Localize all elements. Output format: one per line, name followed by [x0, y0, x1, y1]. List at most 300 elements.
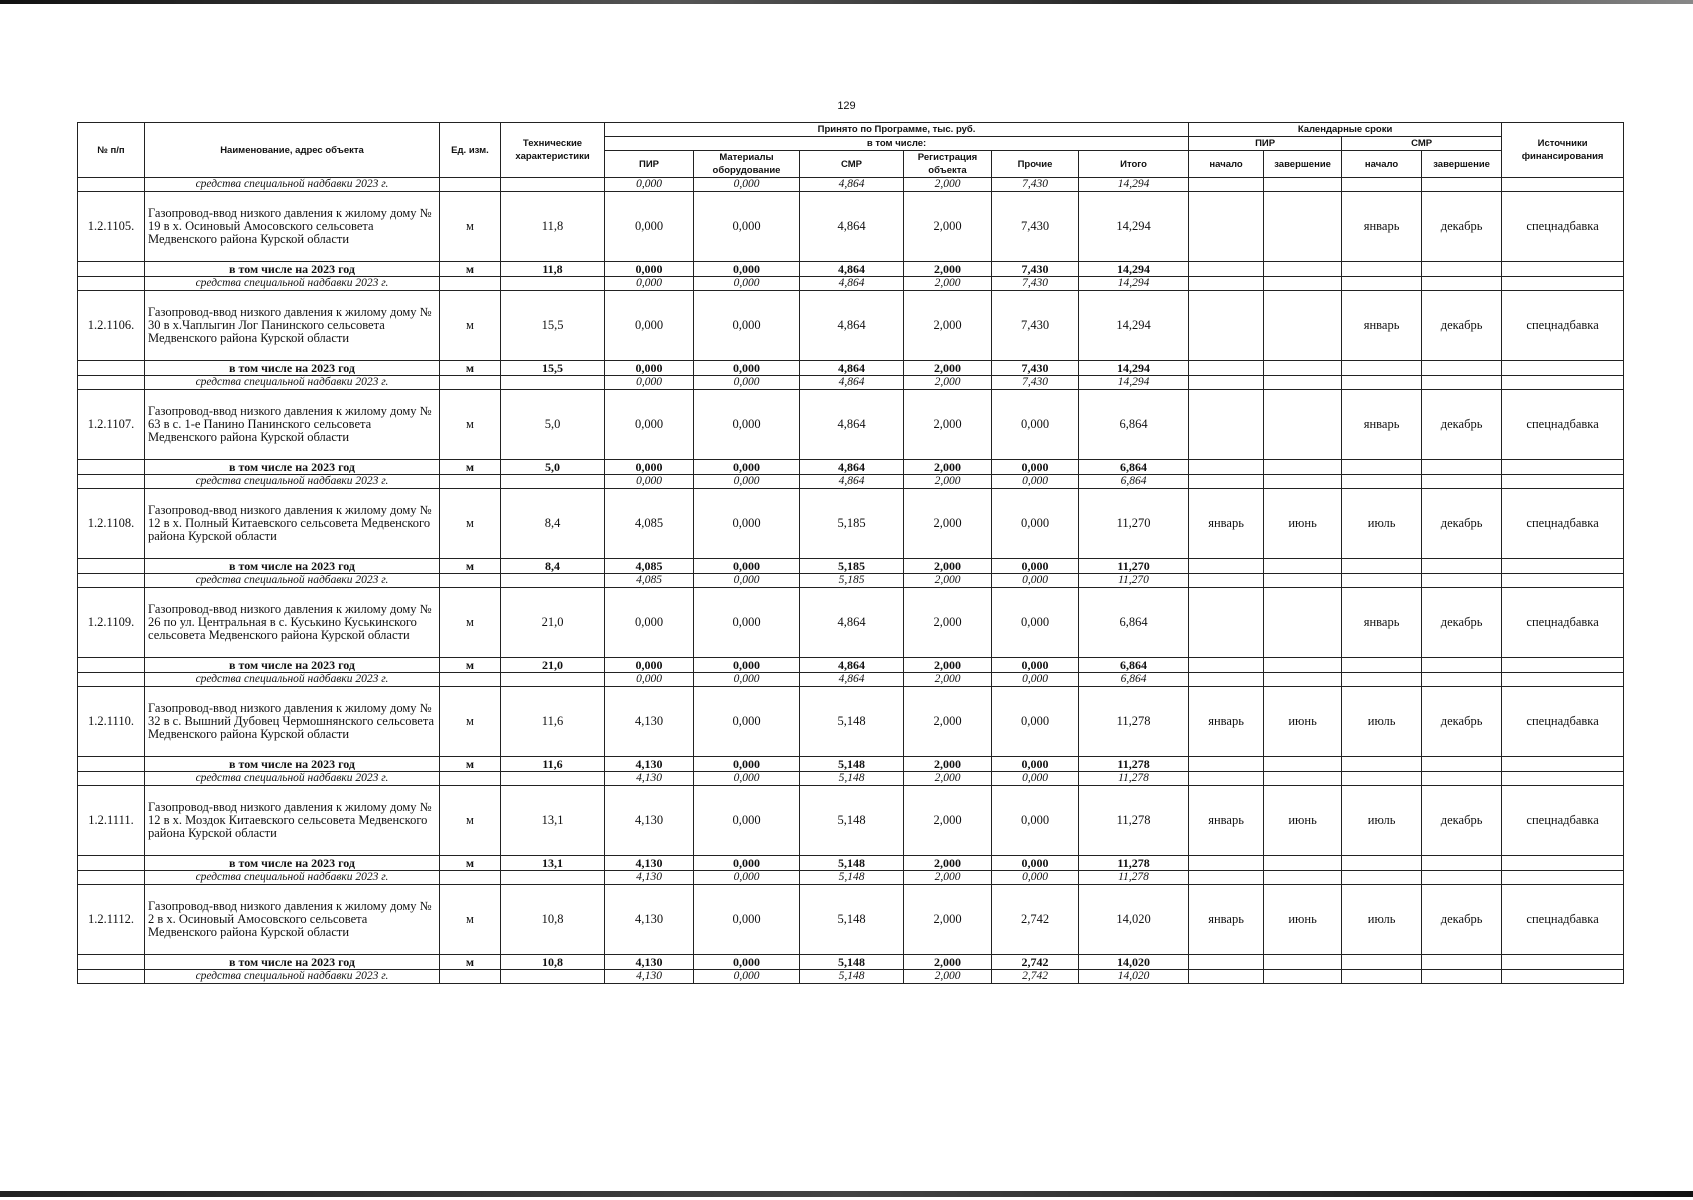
cell-unit: м	[440, 361, 501, 376]
cell-pir-start: январь	[1189, 687, 1264, 757]
cell-pir-end	[1264, 390, 1342, 460]
cell-materials: 0,000	[694, 772, 800, 786]
cell-pir-end	[1264, 291, 1342, 361]
cell-smr-start: июль	[1342, 786, 1422, 856]
cell-unit: м	[440, 262, 501, 277]
table-row-subtotal	[78, 262, 1624, 277]
table-row-source	[78, 970, 1624, 984]
cell-registration: 2,000	[904, 475, 992, 489]
cell-smr: 5,148	[800, 757, 904, 772]
cell-other: 0,000	[992, 772, 1079, 786]
cell-pir-start	[1189, 588, 1264, 658]
cell-unit: м	[440, 687, 501, 757]
cell-total: 6,864	[1079, 673, 1189, 687]
cell-tech: 10,8	[501, 955, 605, 970]
cell-pir-start: январь	[1189, 885, 1264, 955]
header-materials: Материалы оборудование	[694, 151, 800, 178]
row-subtotal-label: в том числе на 2023 год	[145, 658, 440, 673]
cell-total: 11,278	[1079, 757, 1189, 772]
cell-other: 7,430	[992, 262, 1079, 277]
table-row-source	[78, 673, 1624, 687]
cell-smr: 5,148	[800, 786, 904, 856]
cell-smr: 5,185	[800, 559, 904, 574]
cell-object-name: Газопровод-ввод низкого давления к жилому дому № 26 по ул. Центральная в с. Куськино Куськинского сельсовета Медвенского района Курской области	[145, 588, 440, 658]
cell-unit: м	[440, 588, 501, 658]
cell-registration: 2,000	[904, 376, 992, 390]
cell-total: 11,270	[1079, 559, 1189, 574]
cell-materials: 0,000	[694, 277, 800, 291]
cell-registration: 2,000	[904, 574, 992, 588]
cell-total: 14,294	[1079, 361, 1189, 376]
cell-other: 0,000	[992, 856, 1079, 871]
cell-registration: 2,000	[904, 856, 992, 871]
cell-total: 14,020	[1079, 970, 1189, 984]
page-number: 129	[837, 100, 856, 112]
cell-other: 0,000	[992, 757, 1079, 772]
cell-registration: 2,000	[904, 277, 992, 291]
header-total: Итого	[1079, 151, 1189, 178]
cell-materials: 0,000	[694, 673, 800, 687]
cell-total: 14,020	[1079, 955, 1189, 970]
cell-num: 1.2.1108.	[78, 489, 145, 559]
table-row	[78, 192, 1624, 262]
cell-other: 0,000	[992, 588, 1079, 658]
cell-pir-start: январь	[1189, 786, 1264, 856]
cell-registration: 2,000	[904, 489, 992, 559]
cell-tech: 15,5	[501, 361, 605, 376]
cell-smr: 4,864	[800, 192, 904, 262]
cell-materials: 0,000	[694, 757, 800, 772]
cell-pir: 4,085	[605, 574, 694, 588]
cell-pir: 0,000	[605, 376, 694, 390]
cell-pir-end: июнь	[1264, 885, 1342, 955]
cell-total: 11,278	[1079, 687, 1189, 757]
cell-unit: м	[440, 291, 501, 361]
header-other: Прочие	[992, 151, 1079, 178]
cell-unit: м	[440, 489, 501, 559]
cell-registration: 2,000	[904, 970, 992, 984]
table-row	[78, 390, 1624, 460]
cell-materials: 0,000	[694, 178, 800, 192]
cell-num: 1.2.1111.	[78, 786, 145, 856]
table-row	[78, 786, 1624, 856]
row-source-label: средства специальной надбавки 2023 г.	[145, 376, 440, 390]
header-calendar: Календарные сроки	[1189, 123, 1502, 137]
cell-object-name: Газопровод-ввод низкого давления к жилому дому № 30 в х.Чаплыгин Лог Панинского сельсовета Медвенского района Курской области	[145, 291, 440, 361]
program-table	[77, 122, 1624, 984]
table-row-subtotal	[78, 856, 1624, 871]
cell-other: 0,000	[992, 390, 1079, 460]
cell-other: 7,430	[992, 376, 1079, 390]
cell-total: 14,294	[1079, 376, 1189, 390]
cell-total: 14,020	[1079, 885, 1189, 955]
cell-tech: 11,6	[501, 757, 605, 772]
cell-other: 2,742	[992, 885, 1079, 955]
cell-pir: 4,085	[605, 489, 694, 559]
cell-pir: 4,130	[605, 970, 694, 984]
cell-other: 2,742	[992, 970, 1079, 984]
cell-total: 11,270	[1079, 574, 1189, 588]
scan-edge-bottom	[0, 1191, 1693, 1197]
cell-total: 14,294	[1079, 192, 1189, 262]
table-row	[78, 291, 1624, 361]
cell-pir: 4,130	[605, 687, 694, 757]
cell-other: 0,000	[992, 460, 1079, 475]
table-row-source	[78, 574, 1624, 588]
cell-materials: 0,000	[694, 658, 800, 673]
cell-registration: 2,000	[904, 871, 992, 885]
table-row-source	[78, 772, 1624, 786]
cell-smr-end: декабрь	[1422, 786, 1502, 856]
cell-other: 0,000	[992, 574, 1079, 588]
cell-other: 2,742	[992, 955, 1079, 970]
cell-smr-end: декабрь	[1422, 885, 1502, 955]
cell-pir: 4,130	[605, 786, 694, 856]
cell-smr: 4,864	[800, 361, 904, 376]
cell-pir: 0,000	[605, 277, 694, 291]
row-source-label: средства специальной надбавки 2023 г.	[145, 970, 440, 984]
cell-object-name: Газопровод-ввод низкого давления к жилому дому № 2 в х. Осиновый Амосовского сельсовета Медвенского района Курской области	[145, 885, 440, 955]
cell-smr-start: январь	[1342, 588, 1422, 658]
cell-smr: 5,148	[800, 687, 904, 757]
header-pir-start: начало	[1189, 151, 1264, 178]
cell-registration: 2,000	[904, 885, 992, 955]
table-row-source	[78, 277, 1624, 291]
cell-pir: 0,000	[605, 475, 694, 489]
cell-tech: 5,0	[501, 460, 605, 475]
cell-pir: 4,130	[605, 871, 694, 885]
cell-smr: 4,864	[800, 178, 904, 192]
cell-smr: 4,864	[800, 673, 904, 687]
header-name: Наименование, адрес объекта	[145, 123, 440, 178]
cell-smr-end: декабрь	[1422, 489, 1502, 559]
cell-object-name: Газопровод-ввод низкого давления к жилому дому № 19 в х. Осиновый Амосовского сельсовета Медвенского района Курской области	[145, 192, 440, 262]
cell-pir-start	[1189, 291, 1264, 361]
cell-unit: м	[440, 955, 501, 970]
cell-unit: м	[440, 460, 501, 475]
row-source-label: средства специальной надбавки 2023 г.	[145, 673, 440, 687]
row-source-label: средства специальной надбавки 2023 г.	[145, 178, 440, 192]
cell-smr-end: декабрь	[1422, 588, 1502, 658]
cell-total: 11,278	[1079, 871, 1189, 885]
header-accepted: Принято по Программе, тыс. руб.	[605, 123, 1189, 137]
cell-smr: 5,148	[800, 955, 904, 970]
cell-pir: 4,130	[605, 856, 694, 871]
cell-tech: 15,5	[501, 291, 605, 361]
cell-registration: 2,000	[904, 291, 992, 361]
cell-smr-end: декабрь	[1422, 291, 1502, 361]
table-row-source	[78, 376, 1624, 390]
cell-tech: 13,1	[501, 856, 605, 871]
cell-other: 0,000	[992, 871, 1079, 885]
cell-materials: 0,000	[694, 588, 800, 658]
cell-pir-end	[1264, 588, 1342, 658]
cell-pir: 4,130	[605, 955, 694, 970]
cell-total: 6,864	[1079, 390, 1189, 460]
header-sources: Источники финансирования	[1502, 123, 1624, 178]
table-row-subtotal	[78, 559, 1624, 574]
cell-total: 11,278	[1079, 856, 1189, 871]
cell-materials: 0,000	[694, 885, 800, 955]
cell-pir: 0,000	[605, 262, 694, 277]
row-subtotal-label: в том числе на 2023 год	[145, 559, 440, 574]
cell-registration: 2,000	[904, 786, 992, 856]
cell-tech: 21,0	[501, 658, 605, 673]
cell-other: 0,000	[992, 475, 1079, 489]
cell-materials: 0,000	[694, 970, 800, 984]
cell-materials: 0,000	[694, 871, 800, 885]
cell-tech: 5,0	[501, 390, 605, 460]
header-cal-smr: СМР	[1342, 137, 1502, 151]
row-source-label: средства специальной надбавки 2023 г.	[145, 871, 440, 885]
cell-pir: 0,000	[605, 361, 694, 376]
cell-object-name: Газопровод-ввод низкого давления к жилому дому № 12 в х. Полный Китаевского сельсовета Медвенского района Курской области	[145, 489, 440, 559]
cell-materials: 0,000	[694, 786, 800, 856]
cell-smr: 4,864	[800, 460, 904, 475]
cell-total: 14,294	[1079, 178, 1189, 192]
cell-materials: 0,000	[694, 291, 800, 361]
table-row	[78, 588, 1624, 658]
header-num: № п/п	[78, 123, 145, 178]
cell-num: 1.2.1112.	[78, 885, 145, 955]
table-row-subtotal	[78, 757, 1624, 772]
cell-tech: 8,4	[501, 559, 605, 574]
cell-materials: 0,000	[694, 192, 800, 262]
cell-unit: м	[440, 757, 501, 772]
row-source-label: средства специальной надбавки 2023 г.	[145, 277, 440, 291]
cell-total: 11,278	[1079, 772, 1189, 786]
cell-materials: 0,000	[694, 475, 800, 489]
cell-unit: м	[440, 390, 501, 460]
cell-smr: 4,864	[800, 376, 904, 390]
cell-source: спецнадбавка	[1502, 687, 1624, 757]
header-pir: ПИР	[605, 151, 694, 178]
cell-source: спецнадбавка	[1502, 588, 1624, 658]
cell-smr: 4,864	[800, 588, 904, 658]
cell-total: 14,294	[1079, 291, 1189, 361]
cell-smr: 4,864	[800, 262, 904, 277]
cell-registration: 2,000	[904, 658, 992, 673]
cell-object-name: Газопровод-ввод низкого давления к жилому дому № 12 в х. Моздок Китаевского сельсовета Медвенского района Курской области	[145, 786, 440, 856]
cell-registration: 2,000	[904, 673, 992, 687]
cell-tech: 21,0	[501, 588, 605, 658]
row-subtotal-label: в том числе на 2023 год	[145, 856, 440, 871]
row-subtotal-label: в том числе на 2023 год	[145, 955, 440, 970]
cell-registration: 2,000	[904, 559, 992, 574]
cell-total: 6,864	[1079, 588, 1189, 658]
cell-smr-start: январь	[1342, 390, 1422, 460]
cell-registration: 2,000	[904, 460, 992, 475]
cell-smr: 4,864	[800, 658, 904, 673]
table-row-source	[78, 178, 1624, 192]
cell-pir: 4,130	[605, 757, 694, 772]
header-smr: СМР	[800, 151, 904, 178]
cell-total: 11,270	[1079, 489, 1189, 559]
cell-smr: 4,864	[800, 475, 904, 489]
header-registration: Регистрация объекта	[904, 151, 992, 178]
row-subtotal-label: в том числе на 2023 год	[145, 262, 440, 277]
cell-smr-start: июль	[1342, 687, 1422, 757]
cell-smr-start: январь	[1342, 192, 1422, 262]
cell-unit: м	[440, 192, 501, 262]
cell-smr: 5,148	[800, 885, 904, 955]
cell-registration: 2,000	[904, 955, 992, 970]
cell-other: 0,000	[992, 559, 1079, 574]
cell-other: 7,430	[992, 291, 1079, 361]
cell-pir-end: июнь	[1264, 786, 1342, 856]
cell-materials: 0,000	[694, 460, 800, 475]
table-row	[78, 885, 1624, 955]
cell-registration: 2,000	[904, 262, 992, 277]
cell-other: 0,000	[992, 687, 1079, 757]
cell-smr: 5,148	[800, 856, 904, 871]
cell-other: 0,000	[992, 673, 1079, 687]
cell-unit: м	[440, 559, 501, 574]
cell-pir: 4,085	[605, 559, 694, 574]
cell-materials: 0,000	[694, 559, 800, 574]
cell-other: 0,000	[992, 489, 1079, 559]
cell-unit: м	[440, 885, 501, 955]
header-cal-pir: ПИР	[1189, 137, 1342, 151]
cell-materials: 0,000	[694, 361, 800, 376]
table-body	[78, 178, 1624, 984]
cell-source: спецнадбавка	[1502, 885, 1624, 955]
cell-pir-end: июнь	[1264, 687, 1342, 757]
table-row-source	[78, 475, 1624, 489]
cell-source: спецнадбавка	[1502, 291, 1624, 361]
cell-pir-start	[1189, 192, 1264, 262]
cell-tech: 13,1	[501, 786, 605, 856]
cell-pir: 0,000	[605, 588, 694, 658]
cell-source: спецнадбавка	[1502, 489, 1624, 559]
cell-registration: 2,000	[904, 192, 992, 262]
row-source-label: средства специальной надбавки 2023 г.	[145, 574, 440, 588]
cell-num: 1.2.1106.	[78, 291, 145, 361]
cell-num: 1.2.1110.	[78, 687, 145, 757]
cell-tech: 11,8	[501, 192, 605, 262]
cell-smr: 4,864	[800, 291, 904, 361]
cell-tech: 11,6	[501, 687, 605, 757]
cell-pir-start	[1189, 390, 1264, 460]
cell-smr: 5,185	[800, 574, 904, 588]
cell-total: 11,278	[1079, 786, 1189, 856]
cell-materials: 0,000	[694, 574, 800, 588]
cell-smr: 5,148	[800, 970, 904, 984]
cell-registration: 2,000	[904, 178, 992, 192]
header-unit: Ед. изм.	[440, 123, 501, 178]
cell-pir: 0,000	[605, 192, 694, 262]
cell-other: 0,000	[992, 786, 1079, 856]
cell-total: 14,294	[1079, 277, 1189, 291]
cell-registration: 2,000	[904, 687, 992, 757]
cell-total: 6,864	[1079, 475, 1189, 489]
cell-pir: 0,000	[605, 460, 694, 475]
cell-pir-end	[1264, 192, 1342, 262]
cell-total: 6,864	[1079, 460, 1189, 475]
row-source-label: средства специальной надбавки 2023 г.	[145, 475, 440, 489]
cell-unit: м	[440, 658, 501, 673]
cell-smr-start: январь	[1342, 291, 1422, 361]
cell-source: спецнадбавка	[1502, 192, 1624, 262]
cell-total: 6,864	[1079, 658, 1189, 673]
table-row-subtotal	[78, 460, 1624, 475]
cell-materials: 0,000	[694, 390, 800, 460]
table-row-subtotal	[78, 361, 1624, 376]
cell-source: спецнадбавка	[1502, 390, 1624, 460]
cell-pir: 4,130	[605, 772, 694, 786]
table-row-subtotal	[78, 955, 1624, 970]
cell-tech: 8,4	[501, 489, 605, 559]
cell-materials: 0,000	[694, 955, 800, 970]
cell-tech: 11,8	[501, 262, 605, 277]
cell-registration: 2,000	[904, 757, 992, 772]
cell-total: 14,294	[1079, 262, 1189, 277]
cell-smr: 5,148	[800, 772, 904, 786]
cell-pir-end: июнь	[1264, 489, 1342, 559]
cell-num: 1.2.1107.	[78, 390, 145, 460]
header-tech: Технические характеристики	[501, 123, 605, 178]
cell-pir: 0,000	[605, 673, 694, 687]
cell-object-name: Газопровод-ввод низкого давления к жилому дому № 32 в с. Вышний Дубовец Чермошнянского сельсовета Медвенского района Курской области	[145, 687, 440, 757]
cell-registration: 2,000	[904, 588, 992, 658]
header-smr-start: начало	[1342, 151, 1422, 178]
cell-pir-start: январь	[1189, 489, 1264, 559]
cell-other: 0,000	[992, 658, 1079, 673]
cell-pir: 0,000	[605, 658, 694, 673]
cell-registration: 2,000	[904, 772, 992, 786]
table-row	[78, 687, 1624, 757]
cell-smr-start: июль	[1342, 489, 1422, 559]
cell-registration: 2,000	[904, 390, 992, 460]
cell-materials: 0,000	[694, 262, 800, 277]
cell-unit: м	[440, 856, 501, 871]
row-subtotal-label: в том числе на 2023 год	[145, 361, 440, 376]
cell-num: 1.2.1109.	[78, 588, 145, 658]
cell-num: 1.2.1105.	[78, 192, 145, 262]
cell-materials: 0,000	[694, 376, 800, 390]
cell-pir: 0,000	[605, 390, 694, 460]
cell-pir: 0,000	[605, 178, 694, 192]
table-row-subtotal	[78, 658, 1624, 673]
cell-materials: 0,000	[694, 489, 800, 559]
header-smr-end: завершение	[1422, 151, 1502, 178]
cell-unit: м	[440, 786, 501, 856]
cell-other: 7,430	[992, 361, 1079, 376]
cell-smr: 5,148	[800, 871, 904, 885]
scan-edge-top	[0, 0, 1693, 4]
table-header	[78, 123, 1624, 178]
cell-smr-end: декабрь	[1422, 687, 1502, 757]
cell-smr: 4,864	[800, 277, 904, 291]
cell-pir: 0,000	[605, 291, 694, 361]
cell-pir: 4,130	[605, 885, 694, 955]
cell-smr-end: декабрь	[1422, 390, 1502, 460]
cell-other: 7,430	[992, 192, 1079, 262]
cell-materials: 0,000	[694, 687, 800, 757]
table-row-source	[78, 871, 1624, 885]
cell-tech: 10,8	[501, 885, 605, 955]
row-subtotal-label: в том числе на 2023 год	[145, 460, 440, 475]
cell-object-name: Газопровод-ввод низкого давления к жилому дому № 63 в с. 1-е Панино Панинского сельсовета Медвенского района Курской области	[145, 390, 440, 460]
cell-smr: 5,185	[800, 489, 904, 559]
cell-smr-start: июль	[1342, 885, 1422, 955]
cell-other: 7,430	[992, 277, 1079, 291]
cell-smr: 4,864	[800, 390, 904, 460]
header-incl: в том числе:	[605, 137, 1189, 151]
cell-materials: 0,000	[694, 856, 800, 871]
cell-registration: 2,000	[904, 361, 992, 376]
table-row	[78, 489, 1624, 559]
